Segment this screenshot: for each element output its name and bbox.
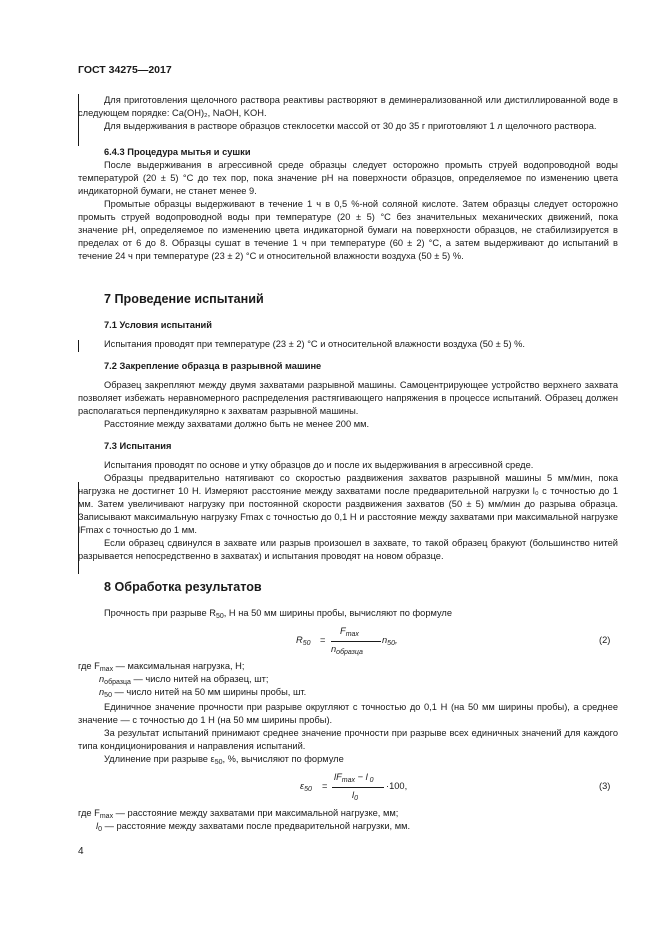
page-number: 4 (78, 846, 84, 857)
where-line: где $F_{max}$ — расстояние между захватами при максимальной нагрузке, мм; (78, 808, 399, 820)
paragraph: Удлинение при разрыве $\varepsilon_{50}$, %, вычисляют по формуле (104, 754, 344, 766)
document-header: ГОСТ 34275—2017 (78, 64, 172, 76)
subsection-title: 7.2 Закрепление образца в разрывной машине (104, 361, 322, 371)
paragraph: Прочность при разрыве $R_{50}$, Н на 50 мм ширины пробы, вычисляют по формуле (104, 608, 453, 620)
paragraph: За результат испытаний принимают среднее значение прочности при разрыве всех единичных значений для каждого типа кондиционирования и направления испытаний. (78, 728, 618, 752)
subsection-title: 7.1 Условия испытаний (104, 320, 212, 330)
where-line: где $F_{max}$ — максимальная нагрузка, Н; (78, 661, 245, 673)
subsection-title: 7.3 Испытания (104, 441, 172, 451)
paragraph: Расстояние между захватами должно быть не менее 200 мм. (104, 419, 370, 429)
formula-3: $\varepsilon_{50}$ = $lF_{max} - l$ $_0$ $l_0$ ·100, (300, 772, 408, 802)
equation-number: (3) (599, 781, 611, 791)
paragraph: Единичное значение прочности при разрыве округляют с точностью до 0,1 Н (на 50 мм ширины пробы), а среднее значение — с точностью до 1 Н (на 50 мм ширины пробы). (78, 702, 618, 726)
paragraph: Если образец сдвинулся в захвате или разрыв произошел в захвате, то такой образец бракуют (большинство нитей разрывается непосредственно в захватах) и испытания проводят на новом образце. (78, 538, 618, 562)
paragraph: После выдерживания в агрессивной среде образцы следует осторожно промыть струей водопроводной воды температурой (20 ± 5) °С до тех пор, пока значение pH на поверхности образцов, определяемое по изменению цвета индикаторной бумаги, не станет менее 9. (78, 160, 618, 197)
equation-number: (2) (599, 635, 611, 645)
paragraph: Испытания проводят по основе и утку образцов до и после их выдерживания в агрессивной среде. (104, 460, 534, 470)
section-title: 7 Проведение испытаний (104, 292, 264, 306)
paragraph: Образец закрепляют между двумя захватами разрывной машины. Самоцентрирующее устройство верхнего захвата позволяет избежать неравномерного распределения растягивающего напряжения в процессе испытаний. Образец должен располагаться перпендикулярно к захватам разрывной машины. (78, 380, 618, 417)
formula-2: $R_{50}$ = $F_{max}$ $n_{образца}$ $n_{50}$, (296, 626, 398, 656)
paragraph: Для выдерживания в растворе образцов стеклосетки массой от 30 до 35 г приготовляют 1 л щелочного раствора. (104, 121, 597, 131)
paragraph: Для приготовления щелочного раствора реактивы растворяют в деминерализованной или дистиллированной воде в следующем порядке: Ca(OH)₂, NaOH, KOH. (78, 95, 618, 119)
paragraph: Образцы предварительно натягивают со скоростью раздвижения захватов разрывной машины 5 мм/мин, пока нагрузка не достигнет 10 Н. Измеряют расстояние между захватами после предварительной нагрузки l₀ с точностью до 1 мм. Затем увеличивают нагрузку при постоянной скорости раздвижения захватов (50 ± 5) мм/мин до разрыва образца. Записывают максимальную нагрузку Fmax с точностью до 0,1 Н и расстояние между захватами при максимальной нагрузке lFmax с точностью до 1 мм. (78, 473, 618, 536)
where-line: $n_{образца}$ — число нитей на образец, шт; (99, 674, 269, 686)
where-line: $l_0$ — расстояние между захватами после предварительной нагрузки, мм. (96, 821, 411, 833)
where-line: $n_{50}$ — число нитей на 50 мм ширины пробы, шт. (99, 687, 307, 699)
paragraph: Промытые образцы выдерживают в течение 1 ч в 0,5 %-ной соляной кислоте. Затем образцы следует осторожно промыть струей водопроводной воды при температуре (20 ± 5) °С без значительных механических движений, пока значение pH, определяемое по изменению цвета индикаторной бумаги на поверхности образцов, не стабилизируется в пределах от 6 до 8. Образцы сушат в течение 1 ч при температуре (60 ± 2) °С, а затем выдерживают до испытаний в течение 24 ч при температуре (23 ± 2) °С и относительной влажности воздуха (50 ± 5) %. (78, 199, 618, 262)
subsection-title: 6.4.3 Процедура мытья и сушки (104, 147, 251, 157)
section-title: 8 Обработка результатов (104, 580, 262, 594)
paragraph: Испытания проводят при температуре (23 ± 2) °С и относительной влажности воздуха (50 ± 5) %. (104, 339, 526, 349)
